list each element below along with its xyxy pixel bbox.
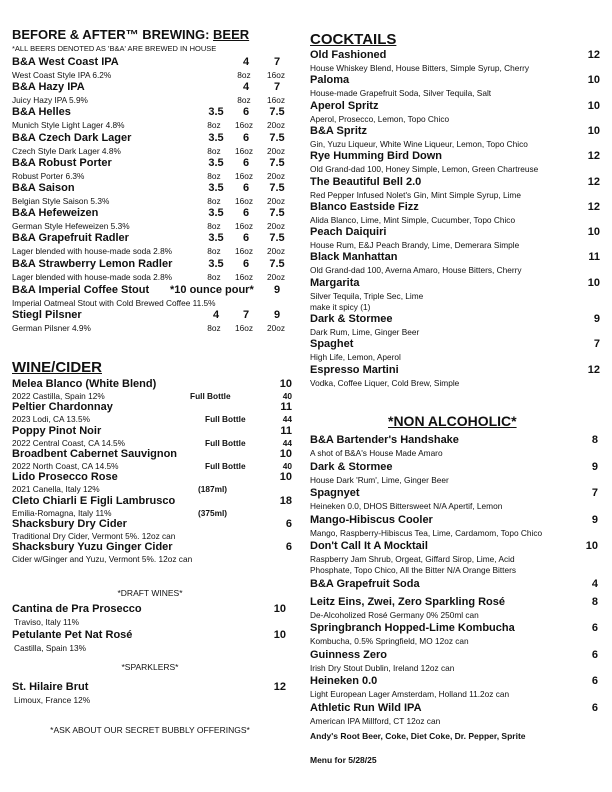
cocktail-price: 12 bbox=[587, 150, 600, 163]
nonalc-desc: A shot of B&A's House Made Amaro bbox=[310, 448, 443, 458]
beer-size: 8oz bbox=[207, 170, 221, 181]
non-alcoholic-title: *NON ALCOHOLIC* bbox=[388, 413, 517, 429]
beer-size: 8oz bbox=[207, 145, 221, 156]
wine-desc: Traditional Dry Cider, Vermont 5%. 12oz can bbox=[12, 530, 176, 541]
cocktail-desc: make it spicy (1) bbox=[310, 301, 371, 312]
nonalc-price: 6 bbox=[591, 675, 598, 687]
wine-name: Shacksbury Dry Cider bbox=[12, 517, 127, 530]
beer-name: B&A Robust Porter bbox=[12, 156, 112, 169]
wine-section-title: WINE/CIDER bbox=[12, 359, 102, 376]
cocktail-price: 12 bbox=[587, 175, 600, 188]
wine-desc: 2021 Canella, Italy 12% bbox=[12, 484, 100, 495]
beer-price: 4 bbox=[242, 81, 250, 94]
beer-price: 9 bbox=[273, 308, 281, 321]
coffee-stout-price: 9 bbox=[273, 283, 281, 296]
wine-name: Melea Blanco (White Blend) bbox=[12, 378, 157, 390]
beer-title-underlined: BEER bbox=[213, 27, 250, 42]
beer-size: 8oz bbox=[207, 120, 221, 131]
nonalc-desc: American IPA Millford, CT 12oz can bbox=[310, 715, 441, 726]
beer-desc: Lager blended with house-made soda 2.8% bbox=[12, 271, 173, 282]
beer-size: 8oz bbox=[207, 196, 221, 206]
cocktail-price: 10 bbox=[587, 124, 600, 137]
draft-wine-desc: Traviso, Italy 11% bbox=[14, 617, 80, 627]
beer-size: 20oz bbox=[267, 145, 285, 156]
cocktail-name: Old Fashioned bbox=[310, 49, 387, 61]
wine-bottle-label: Full Bottle bbox=[205, 460, 246, 471]
beer-price: 7 bbox=[273, 56, 281, 68]
nonalc-name: B&A Bartender's Handshake bbox=[310, 434, 459, 446]
beer-desc: Lager blended with house-made soda 2.8% bbox=[12, 246, 173, 257]
wine-name: Poppy Pinot Noir bbox=[12, 424, 102, 437]
wine-price: 11 bbox=[280, 401, 292, 414]
beer-size: 8oz bbox=[207, 221, 221, 232]
nonalc-price: 7 bbox=[591, 487, 598, 499]
stiegl-name: Stiegl Pilsner bbox=[12, 308, 82, 321]
beer-name: B&A Czech Dark Lager bbox=[12, 131, 132, 144]
beer-price: 6 bbox=[242, 106, 250, 119]
beer-size: 16oz bbox=[235, 120, 253, 131]
sparkler-price: 12 bbox=[273, 681, 286, 693]
nonalc-price: 9 bbox=[591, 460, 598, 473]
cocktail-name: Aperol Spritz bbox=[310, 99, 379, 112]
cocktail-price: 12 bbox=[587, 49, 600, 61]
cocktail-desc: Alida Blanco, Lime, Mint Simple, Cucumber, Topo Chico bbox=[310, 214, 516, 225]
nonalc-name: Athletic Run Wild IPA bbox=[310, 701, 422, 714]
menu-date: Menu for 5/28/25 bbox=[310, 755, 377, 765]
beer-desc: West Coast Style IPA 6.2% bbox=[12, 70, 112, 80]
nonalc-desc: Light European Lager Amsterdam, Holland 11.2oz can bbox=[310, 689, 510, 699]
wine-desc: Emilia-Romagna, Italy 11% bbox=[12, 507, 112, 518]
cocktail-desc: Old Grand-dad 100, Averna Amaro, House Bitters, Cherry bbox=[310, 265, 522, 276]
beer-section-title bbox=[12, 28, 249, 41]
beer-size: 16oz bbox=[267, 70, 285, 80]
cocktail-desc: Gin, Yuzu Liqueur, White Wine Liqueur, Lemon, Topo Chico bbox=[310, 138, 528, 149]
wine-price: 6 bbox=[285, 541, 292, 554]
wine-bottle-label: (375ml) bbox=[198, 507, 228, 518]
coffee-stout-desc: Imperial Oatmeal Stout with Cold Brewed Coffee 11.5% bbox=[12, 297, 216, 308]
beer-name: B&A Helles bbox=[12, 106, 71, 119]
wine-price: 18 bbox=[279, 494, 292, 507]
stiegl-desc: German Pilsner 4.9% bbox=[12, 322, 91, 333]
nonalc-name: B&A Grapefruit Soda bbox=[310, 577, 420, 590]
nonalc-name: Heineken 0.0 bbox=[310, 675, 378, 687]
nonalc-price: 9 bbox=[591, 513, 598, 526]
cocktail-desc: House Whiskey Blend, House Bitters, Simple Syrup, Cherry bbox=[310, 63, 530, 73]
wine-name: Shacksbury Yuzu Ginger Cider bbox=[12, 541, 173, 554]
beer-price: 7.5 bbox=[269, 156, 285, 169]
beer-price: 3.5 bbox=[208, 131, 224, 144]
beer-size: 20oz bbox=[267, 322, 285, 333]
wine-bottle-label: Full Bottle bbox=[205, 437, 246, 448]
beer-price: 6 bbox=[242, 182, 250, 194]
beer-price: 3.5 bbox=[208, 156, 224, 169]
nonalc-name: Don't Call It A Mocktail bbox=[310, 540, 428, 552]
beer-name: B&A Grapefruit Radler bbox=[12, 232, 129, 245]
cocktail-name: Peach Daiquiri bbox=[310, 226, 387, 239]
beer-name: B&A Strawberry Lemon Radler bbox=[12, 257, 173, 270]
beer-desc: Juicy Hazy IPA 5.9% bbox=[12, 95, 88, 106]
beer-size: 20oz bbox=[267, 271, 285, 282]
beer-price: 3.5 bbox=[208, 257, 224, 270]
nonalc-name: Leitz Eins, Zwei, Zero Sparkling Rosé bbox=[310, 595, 505, 608]
cocktail-desc: Old Grand-dad 100, Honey Simple, Lemon, Green Chartreuse bbox=[310, 164, 539, 175]
cocktail-desc: High Life, Lemon, Aperol bbox=[310, 352, 401, 363]
wine-name: Lido Prosecco Rose bbox=[12, 471, 118, 484]
draft-wines-header: *DRAFT WINES* bbox=[117, 588, 183, 598]
beer-size: 20oz bbox=[267, 246, 285, 257]
beer-size: 8oz bbox=[237, 95, 251, 106]
beer-desc: Robust Porter 6.3% bbox=[12, 170, 85, 181]
nonalc-price: 6 bbox=[591, 622, 598, 634]
wine-bottle-price: 44 bbox=[282, 414, 292, 425]
cocktail-name: Black Manhattan bbox=[310, 251, 398, 264]
sparkler-name: St. Hilaire Brut bbox=[12, 681, 89, 693]
wine-desc: 2022 Castilla, Spain 12% bbox=[12, 391, 105, 401]
beer-size: 8oz bbox=[237, 70, 251, 80]
wine-bottle-price: 40 bbox=[282, 460, 292, 471]
wine-desc: Cider w/Ginger and Yuzu, Vermont 5%. 12oz can bbox=[12, 554, 193, 565]
beer-price: 4 bbox=[212, 308, 220, 321]
cocktail-name: Dark & Stormee bbox=[310, 313, 393, 325]
beer-name: B&A West Coast IPA bbox=[12, 56, 119, 68]
wine-name: Broadbent Cabernet Sauvignon bbox=[12, 447, 178, 460]
wine-price: 6 bbox=[285, 517, 292, 530]
nonalc-price: 8 bbox=[591, 595, 598, 608]
beer-size: 8oz bbox=[207, 271, 221, 282]
beer-size: 16oz bbox=[235, 196, 253, 206]
nonalc-name: Mango-Hibiscus Cooler bbox=[310, 513, 433, 526]
beer-price: 6 bbox=[242, 257, 250, 270]
draft-wine-price: 10 bbox=[273, 629, 286, 641]
cocktail-name: Spaghet bbox=[310, 338, 354, 351]
beer-price: 3.5 bbox=[208, 207, 224, 220]
nonalc-price: 10 bbox=[585, 540, 598, 552]
cocktails-section-title: COCKTAILS bbox=[310, 31, 397, 48]
cocktail-desc: Aperol, Prosecco, Lemon, Topo Chico bbox=[310, 113, 450, 124]
nonalc-name: Guinness Zero bbox=[310, 648, 388, 661]
nonalc-desc: Kombucha, 0.5% Springfield, MO 12oz can bbox=[310, 636, 469, 646]
beer-desc: Czech Style Dark Lager 4.8% bbox=[12, 145, 121, 156]
wine-desc: 2022 North Coast, CA 14.5% bbox=[12, 460, 119, 471]
nonalc-price: 4 bbox=[591, 577, 598, 590]
cocktail-price: 10 bbox=[587, 276, 600, 289]
beer-name: B&A Saison bbox=[12, 182, 75, 194]
sparklers-header: *SPARKLERS* bbox=[121, 662, 179, 672]
cocktail-name: B&A Spritz bbox=[310, 124, 368, 137]
cocktail-name: Blanco Eastside Fizz bbox=[310, 200, 419, 213]
wine-price: 10 bbox=[279, 447, 292, 460]
beer-price: 3.5 bbox=[208, 106, 224, 119]
nonalc-desc: Phosphate, Topo Chico, All the Bitter N/A Orange Bitters bbox=[310, 565, 516, 575]
bubbly-footer: *ASK ABOUT OUR SECRET BUBBLY OFFERINGS* bbox=[50, 725, 250, 735]
beer-price: 7.5 bbox=[269, 182, 285, 194]
beer-price: 7.5 bbox=[269, 106, 285, 119]
sodas-list: Andy's Root Beer, Coke, Diet Coke, Dr. Pepper, Sprite bbox=[310, 731, 526, 741]
wine-desc: 2022 Central Coast, CA 14.5% bbox=[12, 437, 125, 448]
beer-size: 20oz bbox=[267, 120, 285, 131]
cocktail-price: 10 bbox=[587, 74, 600, 87]
beer-size: 16oz bbox=[235, 145, 253, 156]
beer-size: 20oz bbox=[267, 170, 285, 181]
coffee-stout-pour: *10 ounce pour* bbox=[170, 283, 254, 296]
draft-wine-name: Cantina de Pra Prosecco bbox=[12, 603, 142, 615]
beer-size: 16oz bbox=[235, 170, 253, 181]
nonalc-name: Spagnyet bbox=[310, 487, 360, 499]
beer-name: B&A Hazy IPA bbox=[12, 81, 85, 94]
beer-size: 8oz bbox=[207, 246, 221, 257]
wine-name: Cleto Chiarli E Figli Lambrusco bbox=[12, 494, 176, 507]
cocktail-price: 9 bbox=[593, 313, 600, 325]
beer-desc: Munich Style Light Lager 4.8% bbox=[12, 120, 125, 131]
wine-bottle-label: Full Bottle bbox=[205, 414, 246, 425]
beer-price: 6 bbox=[242, 207, 250, 220]
cocktail-desc: Dark Rum, Lime, Ginger Beer bbox=[310, 327, 420, 337]
cocktail-desc: Red Pepper Infused Nolet's Gin, Mint Simple Syrup, Lime bbox=[310, 189, 521, 200]
cocktail-price: 7 bbox=[593, 338, 600, 351]
cocktail-name: Paloma bbox=[310, 74, 350, 87]
cocktail-desc: Vodka, Coffee Liquer, Cold Brew, Simple bbox=[310, 377, 460, 388]
beer-size: 8oz bbox=[207, 322, 221, 333]
beer-size: 16oz bbox=[235, 322, 253, 333]
beer-size: 20oz bbox=[267, 196, 285, 206]
cocktail-desc: House-made Grapefruit Soda, Silver Tequila, Salt bbox=[310, 88, 492, 99]
beer-price: 7.5 bbox=[269, 131, 285, 144]
cocktail-price: 12 bbox=[587, 363, 600, 376]
beer-size: 20oz bbox=[267, 221, 285, 232]
wine-price: 11 bbox=[280, 424, 292, 437]
draft-wine-price: 10 bbox=[273, 603, 286, 615]
wine-name: Peltier Chardonnay bbox=[12, 401, 113, 414]
beer-size: 16oz bbox=[235, 271, 253, 282]
beer-price: 3.5 bbox=[208, 182, 224, 194]
nonalc-desc: House Dark 'Rum', Lime, Ginger Beer bbox=[310, 474, 449, 485]
beer-desc: Belgian Style Saison 5.3% bbox=[12, 196, 110, 206]
cocktail-name: Rye Humming Bird Down bbox=[310, 150, 443, 163]
wine-bottle-price: 44 bbox=[282, 437, 292, 448]
cocktail-desc: House Rum, E&J Peach Brandy, Lime, Demerara Simple bbox=[310, 240, 520, 251]
cocktail-desc: Silver Tequila, Triple Sec, Lime bbox=[310, 290, 424, 301]
beer-price: 7 bbox=[273, 81, 281, 94]
nonalc-name: Dark & Stormee bbox=[310, 460, 393, 473]
nonalc-price: 6 bbox=[591, 648, 598, 661]
wine-price: 10 bbox=[279, 378, 292, 390]
draft-wine-name: Petulante Pet Nat Rosé bbox=[12, 629, 133, 641]
cocktail-price: 11 bbox=[588, 251, 600, 264]
beer-price: 7 bbox=[242, 308, 250, 321]
cocktail-name: The Beautiful Bell 2.0 bbox=[310, 175, 422, 188]
cocktail-name: Margarita bbox=[310, 276, 360, 289]
coffee-stout-name: B&A Imperial Coffee Stout bbox=[12, 283, 150, 296]
cocktail-name: Espresso Martini bbox=[310, 363, 399, 376]
wine-bottle-label: (187ml) bbox=[198, 484, 228, 495]
wine-desc: 2023 Lodi, CA 13.5% bbox=[12, 414, 90, 425]
beer-desc: German Style Hefeweizen 5.3% bbox=[12, 221, 130, 232]
wine-bottle-label: Full Bottle bbox=[190, 391, 231, 401]
draft-wine-desc: Castilla, Spain 13% bbox=[14, 643, 86, 653]
beer-price: 7.5 bbox=[269, 257, 285, 270]
beer-note: *ALL BEERS DENOTED AS 'B&A' ARE BREWED IN HOUSE bbox=[12, 44, 217, 53]
beer-name: B&A Hefeweizen bbox=[12, 207, 99, 220]
nonalc-desc: Mango, Raspberry-Hibiscus Tea, Lime, Cardamom, Topo Chico bbox=[310, 527, 543, 538]
beer-price: 7.5 bbox=[269, 207, 285, 220]
wine-bottle-price: 40 bbox=[282, 391, 292, 401]
nonalc-desc: Irish Dry Stout Dublin, Ireland 12oz can bbox=[310, 662, 455, 673]
beer-price: 6 bbox=[242, 232, 250, 245]
nonalc-desc: De-Alcoholized Rosé Germany 0% 250ml can bbox=[310, 609, 479, 620]
nonalc-desc: Raspberry Jam Shrub, Orgeat, Giffard Sirop, Lime, Acid bbox=[310, 554, 515, 564]
beer-size: 16oz bbox=[235, 221, 253, 232]
nonalc-price: 6 bbox=[591, 701, 598, 714]
nonalc-price: 8 bbox=[591, 434, 598, 446]
nonalc-name: Springbranch Hopped-Lime Kombucha bbox=[310, 622, 515, 634]
beer-price: 6 bbox=[242, 131, 250, 144]
beer-price: 6 bbox=[242, 156, 250, 169]
cocktail-price: 12 bbox=[587, 200, 600, 213]
wine-price: 10 bbox=[279, 471, 292, 484]
beer-price: 4 bbox=[242, 56, 250, 68]
beer-price: 7.5 bbox=[269, 232, 285, 245]
beer-price: 3.5 bbox=[208, 232, 224, 245]
nonalc-desc: Heineken 0.0, DHOS Bittersweet N/A Apertif, Lemon bbox=[310, 501, 503, 511]
cocktail-price: 10 bbox=[587, 99, 600, 112]
sparkler-desc: Limoux, France 12% bbox=[14, 695, 91, 705]
beer-size: 16oz bbox=[267, 95, 285, 106]
beer-title-prefix: BEFORE & AFTER™ BREWING: bbox=[12, 27, 214, 42]
cocktail-price: 10 bbox=[587, 226, 600, 239]
beer-size: 16oz bbox=[235, 246, 253, 257]
